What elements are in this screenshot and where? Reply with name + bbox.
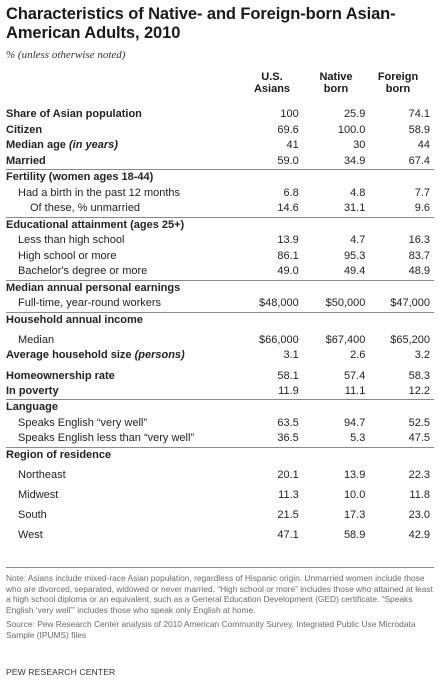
- row-value: [369, 170, 434, 186]
- row-label: South: [18, 509, 47, 521]
- row-label: Had a birth in the past 12 months: [18, 186, 181, 199]
- table-row: [6, 170, 434, 186]
- row-label: Bachelor's degree or more: [18, 265, 148, 278]
- table-row: [6, 123, 434, 139]
- row-value: 58.3: [408, 369, 430, 382]
- row-value: 63.5: [277, 416, 299, 429]
- row-value: [303, 447, 370, 463]
- row-value: 49.0: [277, 265, 299, 278]
- row-value: [369, 447, 434, 463]
- table-row: [6, 503, 434, 523]
- row-value: 9.6: [414, 202, 430, 215]
- row-label: Speaks English “very well”: [18, 416, 147, 429]
- row-value: 100: [280, 108, 299, 121]
- document: [0, 5, 440, 695]
- row-value: $48,000: [258, 297, 299, 310]
- table-row: [6, 312, 434, 328]
- row-value: [303, 312, 370, 328]
- row-value: 31.1: [343, 202, 366, 215]
- row-label: Educational attainment (ages 25+): [6, 217, 236, 233]
- row-value: [236, 280, 303, 296]
- row-value: 14.6: [277, 202, 299, 215]
- row-value: [303, 400, 370, 416]
- row-value: 5.3: [350, 432, 366, 445]
- row-value: 11.1: [344, 384, 366, 397]
- row-value: 58.1: [277, 369, 299, 382]
- row-value: 20.1: [277, 469, 299, 481]
- table-row: [6, 217, 434, 233]
- row-label: Midwest: [18, 489, 59, 501]
- row-value: 95.3: [343, 249, 366, 262]
- column-header-us-asians: U.S. Asians: [253, 71, 291, 95]
- row-label: High school or more: [18, 249, 117, 262]
- row-value: 59.0: [277, 154, 299, 167]
- row-value: [369, 217, 434, 233]
- table-row: [6, 400, 434, 416]
- row-value: 41: [286, 139, 299, 152]
- table-row: [6, 280, 434, 296]
- row-value: [369, 312, 434, 328]
- table-row: [6, 328, 434, 348]
- column-header-row: [6, 67, 434, 107]
- row-value: 7.7: [414, 186, 430, 199]
- row-label: Full-time, year-round workers: [18, 297, 162, 310]
- row-label: Share of Asian population: [6, 108, 142, 121]
- row-value: $67,400: [325, 334, 366, 346]
- row-value: 47.1: [277, 529, 299, 541]
- row-value: 4.8: [350, 186, 366, 199]
- row-value: 83.7: [408, 249, 430, 262]
- row-value: 44: [417, 139, 430, 152]
- table-row: [6, 201, 434, 217]
- row-value: 17.3: [343, 509, 366, 521]
- row-value: 67.4: [408, 154, 430, 167]
- table-row: [6, 264, 434, 280]
- table-row: [6, 364, 434, 384]
- row-value: 47.5: [408, 432, 430, 445]
- row-value: 36.5: [277, 432, 299, 445]
- row-value: [303, 170, 370, 186]
- row-value: 100.0: [337, 123, 366, 136]
- row-value: 13.9: [343, 469, 366, 481]
- table-row: [6, 186, 434, 202]
- row-value: 49.4: [343, 265, 366, 278]
- row-label: Fertility (women ages 18-44): [6, 170, 236, 186]
- row-label: Language: [6, 400, 236, 416]
- table-row: [6, 416, 434, 432]
- row-value: 13.9: [277, 234, 299, 247]
- row-label: Citizen: [6, 123, 43, 136]
- row-value: 48.9: [408, 265, 430, 278]
- row-value: 11.9: [278, 384, 299, 397]
- row-value: $47,000: [390, 297, 430, 310]
- row-value: 58.9: [408, 123, 430, 136]
- row-value: 10.0: [343, 489, 366, 501]
- row-value: 94.7: [343, 416, 366, 429]
- row-label: Median annual personal earnings: [6, 280, 236, 296]
- note-text: Note: Asians include mixed-race Asian population, regardless of Hispanic origin. Unmarried women include those who are divorced, separated, widowed or never married. “High school or more” includes those who attained at least a high school diploma or an equivalent, such as a General Education Development (GED) certificate. “Speaks English ‘very well’” includes those who speak only English at home.: [6, 573, 433, 615]
- row-value: 57.4: [343, 369, 366, 382]
- row-label: In poverty: [6, 384, 59, 397]
- row-value: 4.7: [350, 234, 366, 247]
- row-label: Region of residence: [6, 447, 236, 463]
- row-value: 22.3: [408, 469, 430, 481]
- row-label: Less than high school: [18, 234, 125, 247]
- row-value: 23.0: [408, 509, 430, 521]
- column-header-native-born: Native born: [319, 71, 353, 95]
- table-row: [6, 384, 434, 400]
- row-label: Average household size (persons): [6, 349, 185, 362]
- row-value: [369, 400, 434, 416]
- row-value: 34.9: [343, 154, 366, 167]
- table-row: [6, 348, 434, 364]
- table-row: [6, 107, 434, 123]
- row-value: 6.8: [283, 186, 299, 199]
- row-value: $65,200: [390, 334, 430, 346]
- row-label: Speaks English less than “very well”: [18, 432, 195, 445]
- row-value: $50,000: [325, 297, 366, 310]
- row-value: 11.8: [409, 489, 430, 501]
- row-value: $66,000: [258, 334, 299, 346]
- row-label: Northeast: [18, 469, 66, 481]
- row-value: 69.6: [277, 123, 299, 136]
- row-label: West: [18, 529, 43, 541]
- table-row: [6, 138, 434, 154]
- row-value: [236, 400, 303, 416]
- table-row: [6, 463, 434, 483]
- table-row: [6, 483, 434, 503]
- table-row: [6, 154, 434, 170]
- row-value: 3.1: [283, 349, 299, 362]
- row-value: [303, 217, 370, 233]
- page-title: Characteristics of Native- and Foreign-born Asian-American Adults, 2010: [6, 5, 396, 42]
- row-value: 12.2: [408, 384, 430, 397]
- characteristics-table: [6, 107, 434, 543]
- brand-label: PEW RESEARCH CENTER: [6, 667, 116, 677]
- source-text: Source: Pew Research Center analysis of 2010 American Community Survey, Integrated Public Use Microdata Sample (IPUMS) files: [6, 619, 416, 640]
- row-label: Household annual income: [6, 312, 236, 328]
- column-header-foreign-born: Foreign born: [377, 71, 419, 95]
- row-value: [236, 447, 303, 463]
- row-value: 11.3: [278, 489, 299, 501]
- row-value: 52.5: [408, 416, 430, 429]
- row-value: 74.1: [408, 108, 430, 121]
- row-value: 25.9: [343, 108, 366, 121]
- notes-block: [6, 573, 434, 641]
- row-value: 30: [353, 139, 366, 152]
- row-label: Median age (in years): [6, 139, 118, 152]
- row-value: [303, 280, 370, 296]
- row-value: [369, 280, 434, 296]
- row-value: 3.2: [414, 349, 430, 362]
- table-row: [6, 249, 434, 265]
- notes-divider: [6, 567, 434, 568]
- row-label: Of these, % unmarried: [30, 202, 141, 215]
- page-subtitle: % (unless otherwise noted): [6, 49, 126, 61]
- row-label: Married: [6, 154, 46, 167]
- table-row: [6, 431, 434, 447]
- row-value: [236, 217, 303, 233]
- row-value: 86.1: [277, 249, 299, 262]
- row-value: 21.5: [277, 509, 299, 521]
- row-value: 2.6: [350, 349, 366, 362]
- row-value: [236, 170, 303, 186]
- table-row: [6, 233, 434, 249]
- table-row: [6, 296, 434, 312]
- row-label: Homeownership rate: [6, 369, 115, 382]
- row-value: 58.9: [343, 529, 366, 541]
- row-value: [236, 312, 303, 328]
- row-value: 42.9: [408, 529, 430, 541]
- row-label: Median: [18, 334, 55, 346]
- table-row: [6, 523, 434, 543]
- table-row: [6, 447, 434, 463]
- row-value: 16.3: [408, 234, 430, 247]
